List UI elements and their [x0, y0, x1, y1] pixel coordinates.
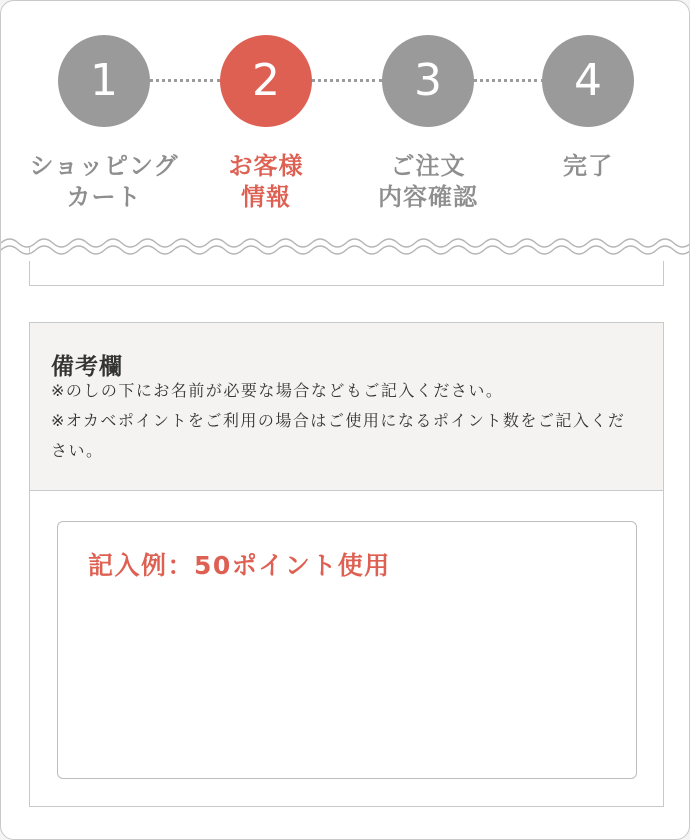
remarks-title: 備考欄: [51, 354, 123, 380]
step-connector: [311, 79, 383, 82]
step-4-label-line1: 完了: [563, 152, 613, 180]
step-1-circle: 1: [58, 35, 150, 127]
step-1-label: [14, 151, 194, 213]
remarks-header: [30, 323, 663, 491]
step-2-label: [176, 151, 356, 213]
remarks-section: [29, 322, 664, 807]
step-3-label-line1: ご注文: [390, 152, 466, 180]
step-1-label-line1: ショッピング: [29, 152, 179, 180]
step-2-label-line2: 情報: [241, 183, 291, 211]
step-connector: [473, 79, 545, 82]
step-2-label-line1: お客様: [228, 152, 304, 180]
remarks-note-1: ※のしの下にお名前が必要な場合などもご記入ください。: [51, 381, 504, 400]
step-connector: [149, 79, 221, 82]
step-2-circle: 2: [220, 35, 312, 127]
torn-edge-divider: [1, 231, 690, 261]
remarks-note-2: ※オカベポイントをご利用の場合はご使用になるポイント数をご記入ください。: [51, 411, 626, 460]
checkout-progress-steps: [1, 1, 690, 251]
remarks-textarea[interactable]: [57, 521, 637, 779]
step-3-circle: 3: [382, 35, 474, 127]
step-3-label: [338, 151, 518, 213]
step-1-label-line2: カート: [66, 183, 142, 211]
step-4-circle: 4: [542, 35, 634, 127]
step-4-label: [498, 151, 678, 182]
step-3-label-line2: 内容確認: [378, 183, 478, 211]
